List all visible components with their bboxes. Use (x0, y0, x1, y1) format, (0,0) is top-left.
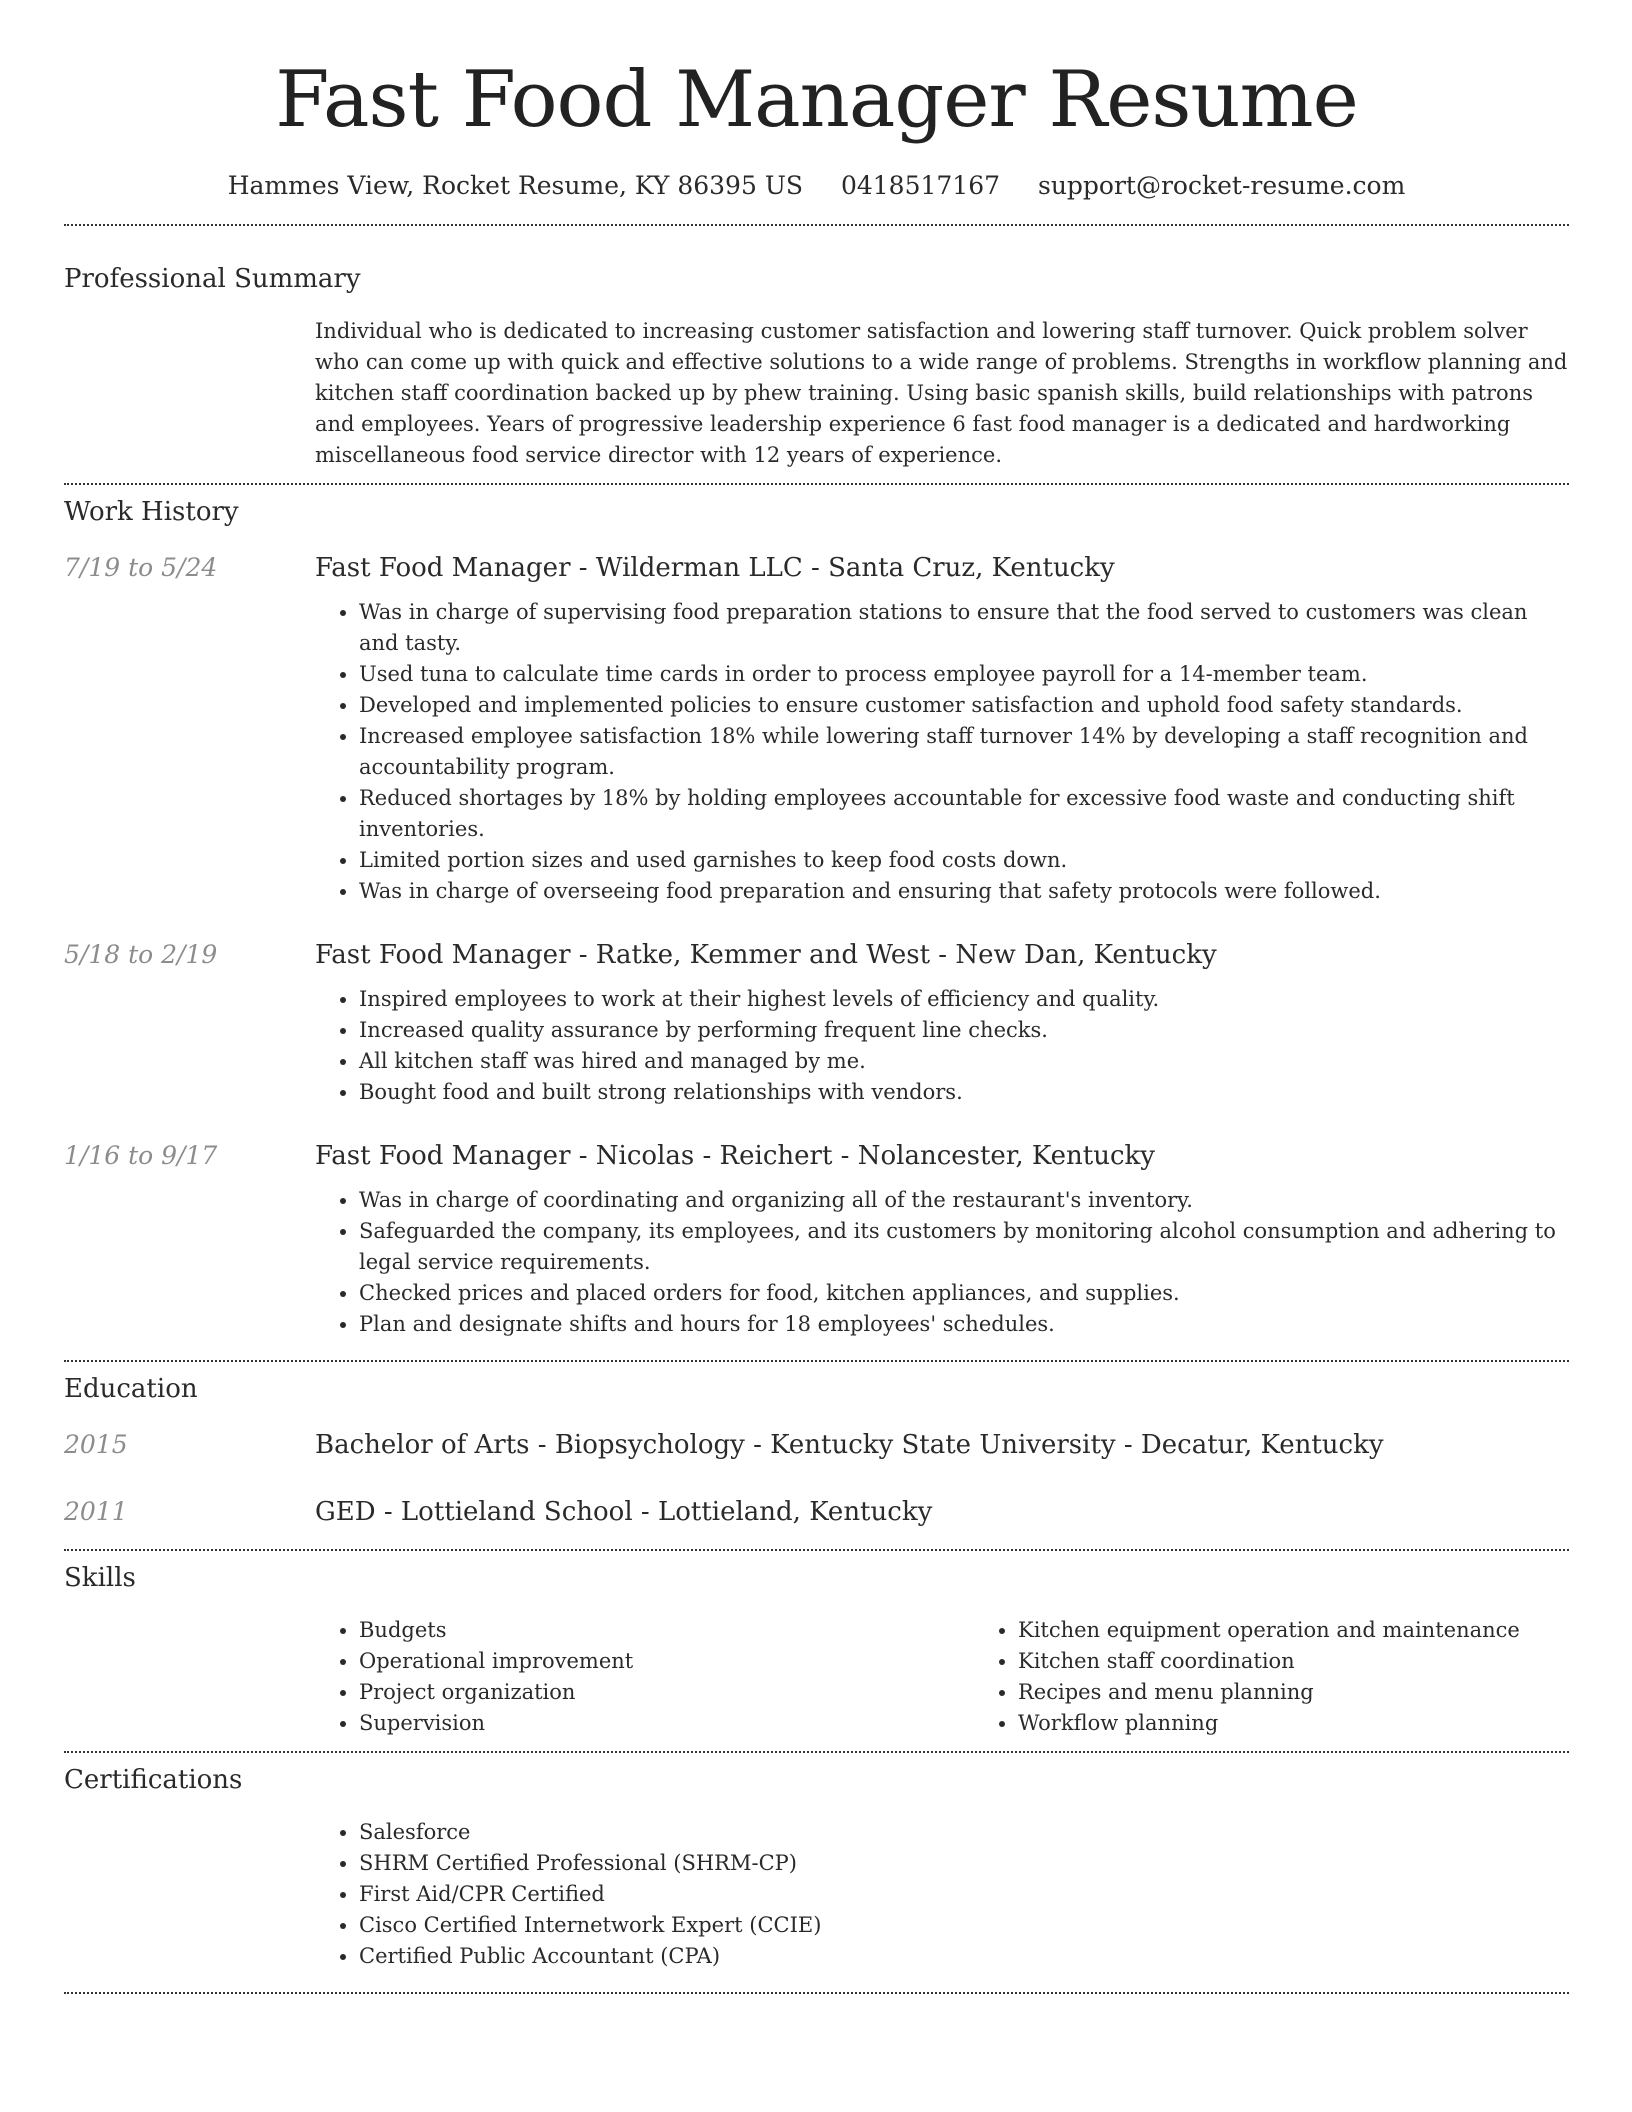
contact-address: Hammes View, Rocket Resume, KY 86395 US (227, 171, 804, 200)
list-item: • Limited portion sizes and used garnishes to keep food costs down. (359, 845, 1569, 876)
list-item: • All kitchen staff was hired and managed by me. (359, 1046, 1569, 1077)
job-bullets (315, 984, 1569, 1108)
list-item: • Was in charge of overseeing food preparation and ensuring that safety protocols were followed. (359, 876, 1569, 907)
resume-title: Fast Food Manager Resume (275, 55, 1358, 145)
contact-email: support@rocket-resume.com (1037, 171, 1406, 200)
list-item: • First Aid/CPR Certified (359, 1879, 1569, 1910)
list-item: • Increased quality assurance by performing frequent line checks. (359, 1015, 1569, 1046)
certifications-list (315, 1817, 1569, 1972)
list-item: • Used tuna to calculate time cards in order to process employee payroll for a 14-member team. (359, 659, 1569, 690)
education-heading: Education (64, 1374, 198, 1404)
skills-heading: Skills (64, 1563, 136, 1593)
list-item: • Increased employee satisfaction 18% while lowering staff turnover 14% by developing a staff recognition and accountability program. (359, 721, 1569, 783)
education-degree: Bachelor of Arts - Biopsychology - Kentucky State University - Decatur, Kentucky (315, 1430, 1384, 1460)
education-degree: GED - Lottieland School - Lottieland, Kentucky (315, 1497, 933, 1527)
certifications-section (64, 1753, 1569, 1972)
list-item: • Checked prices and placed orders for food, kitchen appliances, and supplies. (359, 1278, 1569, 1309)
job-bullets (315, 597, 1569, 907)
list-item: • Safeguarded the company, its employees, and its customers by monitoring alcohol consumption and adhering to legal service requirements. (359, 1216, 1569, 1278)
list-item: • Reduced shortages by 18% by holding employees accountable for excessive food waste and conducting shift inventories. (359, 783, 1569, 845)
list-item: • Developed and implemented policies to ensure customer satisfaction and uphold food safety standards. (359, 690, 1569, 721)
job-title: Fast Food Manager - Nicolas - Reichert - Nolancester, Kentucky (315, 1141, 1155, 1171)
contact-phone: 0418517167 (840, 171, 1001, 200)
certifications-heading: Certifications (64, 1765, 243, 1795)
list-item: • Cisco Certified Internetwork Expert (CCIE) (359, 1910, 1569, 1941)
list-item: • Workflow planning (1018, 1708, 1632, 1739)
job-dates: 7/19 to 5/24 (64, 553, 218, 582)
education-entry (64, 1495, 1569, 1529)
skills-list-right (974, 1615, 1632, 1739)
list-item: • Was in charge of coordinating and organizing all of the restaurant's inventory. (359, 1185, 1569, 1216)
list-item: • Salesforce (359, 1817, 1569, 1848)
list-item: • Kitchen equipment operation and maintenance (1018, 1615, 1632, 1646)
job-title: Fast Food Manager - Wilderman LLC - Santa Cruz, Kentucky (315, 553, 1115, 583)
job-entry (64, 1139, 1569, 1340)
list-item: • Bought food and built strong relationships with vendors. (359, 1077, 1569, 1108)
job-dates: 1/16 to 9/17 (64, 1141, 218, 1170)
education-section (64, 1362, 1569, 1529)
skills-list-left (315, 1615, 974, 1739)
summary-section (64, 226, 1569, 471)
summary-heading: Professional Summary (64, 264, 361, 294)
list-item: • Operational improvement (359, 1646, 974, 1677)
list-item: • Recipes and menu planning (1018, 1677, 1632, 1708)
education-entry (64, 1428, 1569, 1462)
job-dates: 5/18 to 2/19 (64, 940, 218, 969)
list-item: • Certified Public Accountant (CPA) (359, 1941, 1569, 1972)
contact-line (64, 168, 1569, 204)
list-item: • Budgets (359, 1615, 974, 1646)
list-item: • SHRM Certified Professional (SHRM-CP) (359, 1848, 1569, 1879)
summary-text: Individual who is dedicated to increasing customer satisfaction and lowering staff turnover. Quick problem solver who can come up with quick and effective solutions to a wide range of problems. Strengths in workflow planning and kitchen staff coordination backed up by phew training. Using basic spanish skills, build relationships with patrons and employees. Years of progressive leadership experience 6 fast food manager is a dedicated and hardworking miscellaneous food service director with 12 years of experience. (315, 319, 1568, 467)
list-item: • Supervision (359, 1708, 974, 1739)
summary-spacer (64, 316, 315, 471)
job-title: Fast Food Manager - Ratke, Kemmer and West - New Dan, Kentucky (315, 940, 1217, 970)
job-bullets (315, 1185, 1569, 1340)
list-item: • Plan and designate shifts and hours for 18 employees' schedules. (359, 1309, 1569, 1340)
section-divider (64, 1992, 1569, 1994)
list-item: • Project organization (359, 1677, 974, 1708)
work-history-section (64, 485, 1569, 1340)
list-item: • Kitchen staff coordination (1018, 1646, 1632, 1677)
education-year: 2015 (64, 1430, 128, 1459)
skills-section (64, 1551, 1569, 1739)
list-item: • Was in charge of supervising food preparation stations to ensure that the food served to customers was clean and tasty. (359, 597, 1569, 659)
work-history-heading: Work History (64, 497, 239, 527)
job-entry (64, 551, 1569, 907)
education-year: 2011 (64, 1497, 128, 1526)
job-entry (64, 938, 1569, 1108)
list-item: • Inspired employees to work at their highest levels of efficiency and quality. (359, 984, 1569, 1015)
